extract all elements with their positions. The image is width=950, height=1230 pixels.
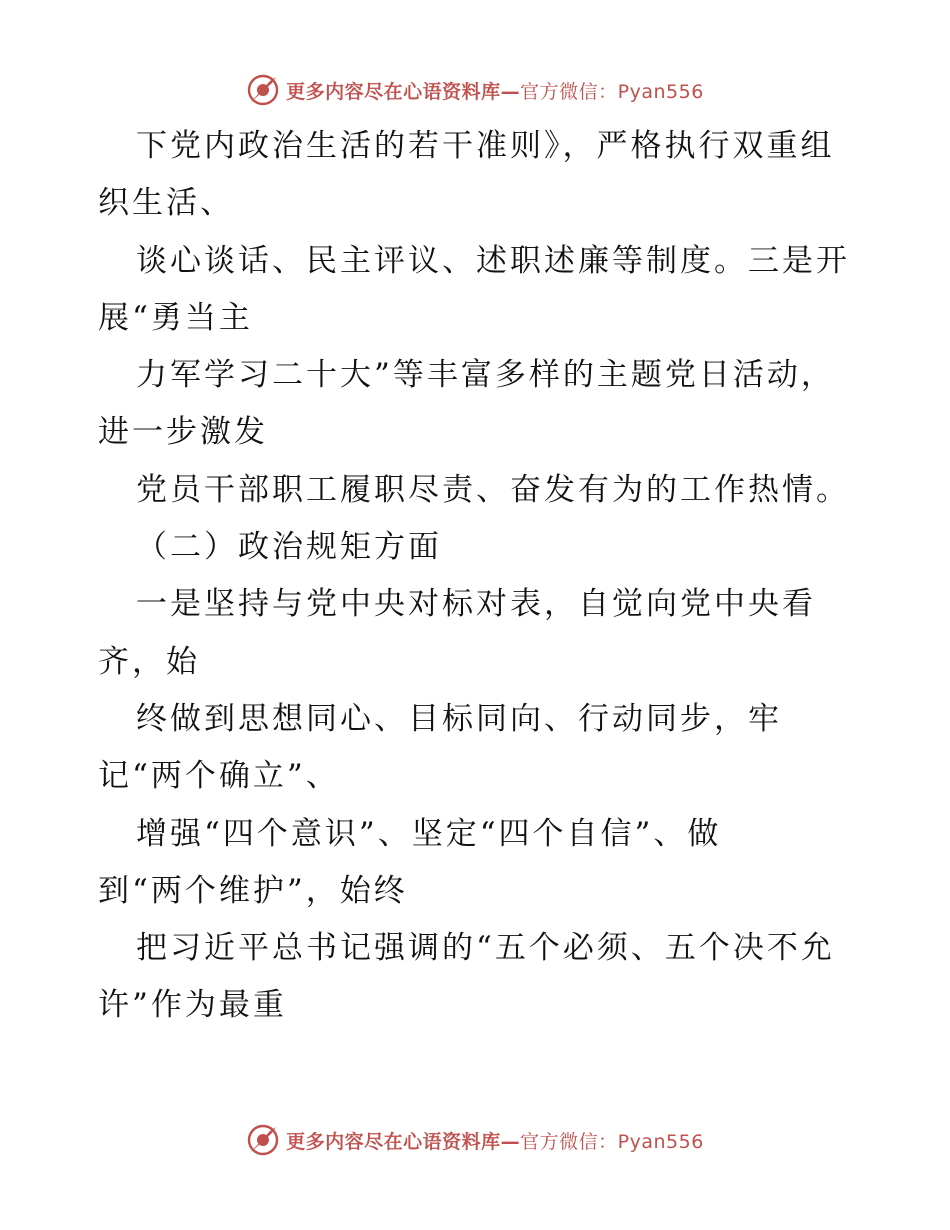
text-line: 把习近平总书记强调的“五个必须、五个决不允: [136, 930, 835, 967]
text-line: 增强“四个意识”、坚定“四个自信”、做: [136, 815, 722, 852]
quill-pen-circle-icon: [246, 73, 280, 107]
text-line: 谈心谈话、民主评议、述职述廉等制度。三是开: [136, 242, 850, 279]
banner-wechat-text: 官方微信：Pyan556: [520, 80, 704, 103]
banner-library-text: 更多内容尽在心语资料库—: [286, 80, 521, 103]
text-line: 展“勇当主: [98, 299, 253, 336]
text-line: 进一步激发: [98, 414, 268, 451]
text-line: 到“两个维护”，始终: [98, 872, 408, 909]
document-body: [98, 118, 878, 1035]
banner-library-text: 更多内容尽在心语资料库—: [286, 1130, 521, 1153]
text-line: 许”作为最重: [98, 987, 287, 1024]
text-line: （二）政治规矩方面: [136, 529, 442, 566]
header-banner: [0, 70, 950, 110]
text-line: 力军学习二十大”等丰富多样的主题党日活动，: [136, 357, 835, 394]
text-line: 下党内政治生活的若干准则》，严格执行双重组: [136, 128, 835, 164]
quill-pen-circle-icon: [246, 1123, 280, 1157]
text-line: 记“两个确立”、: [98, 758, 340, 795]
banner-wechat-text: 官方微信：Pyan556: [520, 1130, 704, 1153]
text-line: 织生活、: [98, 185, 234, 222]
footer-banner: [0, 1120, 950, 1160]
banner-text: [286, 1127, 704, 1154]
text-line: 一是坚持与党中央对标对表，自觉向党中央看: [136, 586, 816, 623]
banner-text: [286, 77, 704, 104]
text-line: 党员干部职工履职尽责、奋发有为的工作热情。: [136, 471, 850, 508]
text-line: 终做到思想同心、目标同向、行动同步，牢: [136, 700, 782, 737]
text-line: 齐，始: [98, 643, 200, 680]
